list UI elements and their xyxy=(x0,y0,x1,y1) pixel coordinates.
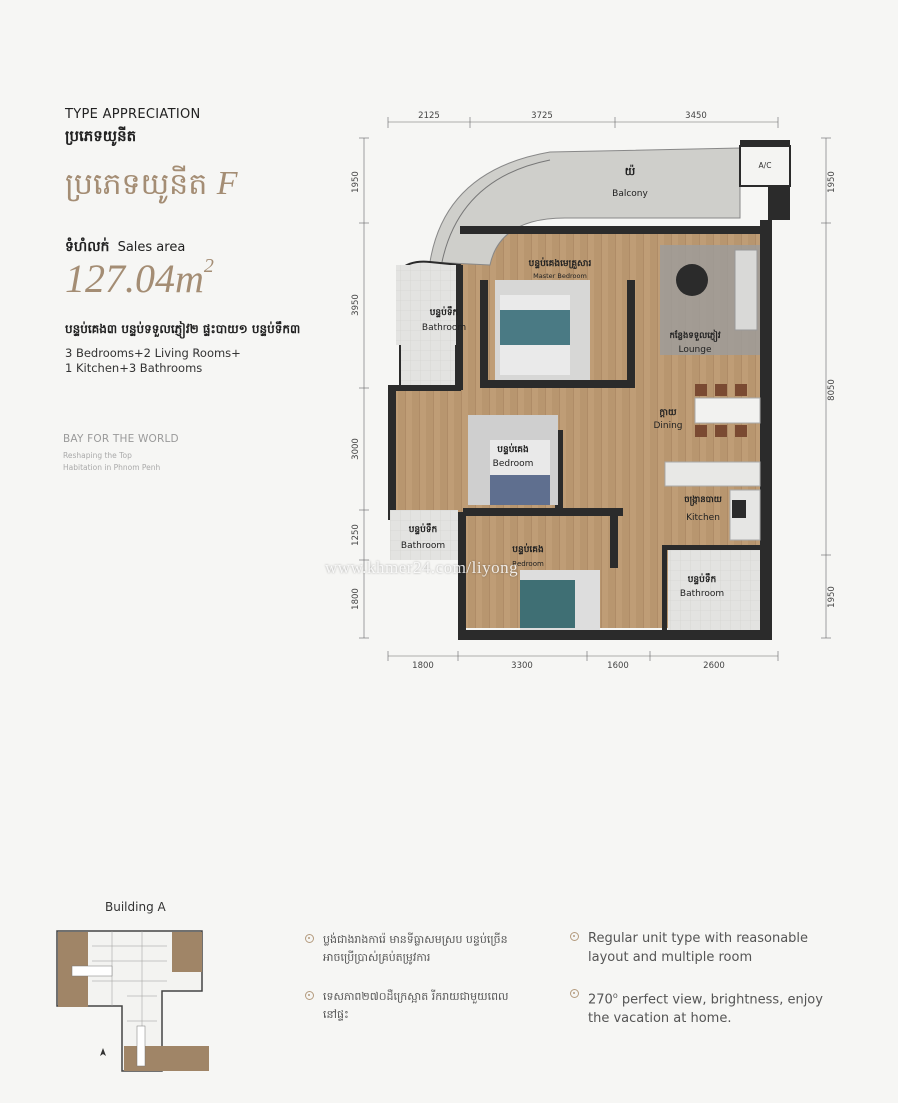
bedroom-3-label-khmer: បន្ទប់គេង xyxy=(512,545,544,555)
kitchen-label: Kitchen xyxy=(686,513,720,523)
dim-top-2: 3725 xyxy=(531,111,553,121)
feature-en-1 xyxy=(570,929,845,967)
dim-right-3: 1950 xyxy=(827,586,837,608)
dim-left-5: 1800 xyxy=(351,588,361,610)
feature-en-2 xyxy=(570,986,845,1028)
dim-right-2: 8050 xyxy=(827,379,837,401)
bathroom-1-label: Bathroom xyxy=(421,323,467,333)
area-superscript: 2 xyxy=(203,255,214,277)
floor-plan xyxy=(350,100,840,670)
lounge-label: Lounge xyxy=(678,345,712,355)
dim-bottom-2: 3300 xyxy=(511,661,533,670)
area-value xyxy=(65,255,214,302)
feature-degree-symbol: o xyxy=(612,991,618,1000)
bedroom-3-label: Bedroom xyxy=(512,560,544,568)
building-label: Building A xyxy=(105,900,166,914)
dim-top-1: 2125 xyxy=(418,111,440,121)
master-bedroom-label-khmer: បន្ទប់គេងមេគ្រួសារ xyxy=(528,259,592,269)
rooms-khmer: បន្ទប់គេង៣ បន្ទប់ទទួលភ្ញៀវ២ ផ្ទះបាយ១ បន្ទប់ទឹក៣ xyxy=(65,322,301,336)
sales-area-khmer: ទំហំលក់ xyxy=(65,239,110,255)
dim-right-1: 1950 xyxy=(827,171,837,193)
feature-kh-2 xyxy=(305,988,520,1024)
dining-label: Dining xyxy=(653,421,683,431)
feature-degree-rest: perfect view, brightness, enjoy the vacation at home. xyxy=(588,992,823,1027)
dim-top-3: 3450 xyxy=(685,111,707,121)
bathroom-2-label: Bathroom xyxy=(400,541,446,551)
bathroom-3-label: Bathroom xyxy=(679,589,725,599)
brand-name: BAY FOR THE WORLD xyxy=(63,433,179,445)
feature-kh-1 xyxy=(305,931,520,967)
dim-bottom-4: 2600 xyxy=(703,661,725,670)
bedroom-2-label: Bedroom xyxy=(492,459,534,469)
kitchen-label-khmer: ចង្ក្រានបាយ xyxy=(684,495,722,505)
dim-left-2: 3950 xyxy=(351,294,361,316)
dim-left-1: 1950 xyxy=(351,171,361,193)
feature-text: Regular unit type with reasonable layout and multiple room xyxy=(588,931,809,965)
sales-area-english: Sales area xyxy=(117,240,186,255)
bedroom-2-label-khmer: បន្ទប់គេង xyxy=(497,445,529,455)
dim-bottom-3: 1600 xyxy=(607,661,629,670)
master-bedroom-label: Master Bedroom xyxy=(533,272,587,280)
feature-bullet-icon xyxy=(305,991,314,1000)
ac-label: A/C xyxy=(758,161,772,170)
unit-title-khmer: ប្រភេទយូនីត xyxy=(65,167,208,202)
watermark: www.khmer24.com/liyong xyxy=(325,558,519,577)
feature-bullet-icon xyxy=(570,932,579,941)
bathroom-1-label-khmer: បន្ទប់ទឹក xyxy=(429,308,459,318)
type-appreciation-label: TYPE APPRECIATION xyxy=(65,107,201,122)
dim-bottom-1: 1800 xyxy=(412,661,434,670)
dining-label-khmer: ក្តាយ xyxy=(659,408,677,418)
feature-bullet-icon xyxy=(570,989,579,998)
feature-degree-value: 270 xyxy=(588,992,613,1008)
building-key-plan xyxy=(52,926,212,1081)
rooms-english: 3 Bedrooms+2 Living Rooms+ 1 Kitchen+3 Bathrooms xyxy=(65,346,241,375)
feature-bullet-icon xyxy=(305,934,314,943)
type-label-khmer: ប្រភេទយូនីត xyxy=(65,127,137,145)
balcony-label: Balcony xyxy=(612,189,648,199)
dim-left-4: 1250 xyxy=(351,524,361,546)
feature-text: ប្លង់ជាងរាងការ៉េ មានទីធ្លាសមស្រប បន្ទប់ច្រើន អាចប្រើប្រាស់គ្រប់តម្រូវការ xyxy=(323,933,508,964)
bathroom-2-label-khmer: បន្ទប់ទឹក xyxy=(408,525,438,535)
feature-text xyxy=(570,986,845,1028)
bathroom-3-label-khmer: បន្ទប់ទឹក xyxy=(687,575,717,585)
area-number: 127.04m xyxy=(65,256,204,301)
brand-tagline: Reshaping the Top Habitation in Phnom Penh xyxy=(63,451,161,472)
feature-text: ទេសភាព២៧០ដឺក្រេស្អាត រីករាយជាមួយពេលនៅផ្ទះ xyxy=(323,990,509,1021)
unit-title xyxy=(65,165,238,209)
lounge-label-khmer: កន្លែងទទួលភ្ញៀវ xyxy=(669,331,721,341)
balcony-label-khmer: យ៉ xyxy=(624,165,636,178)
dim-left-3: 3000 xyxy=(351,438,361,460)
compass-icon xyxy=(100,1048,106,1056)
unit-letter: F xyxy=(216,165,238,202)
